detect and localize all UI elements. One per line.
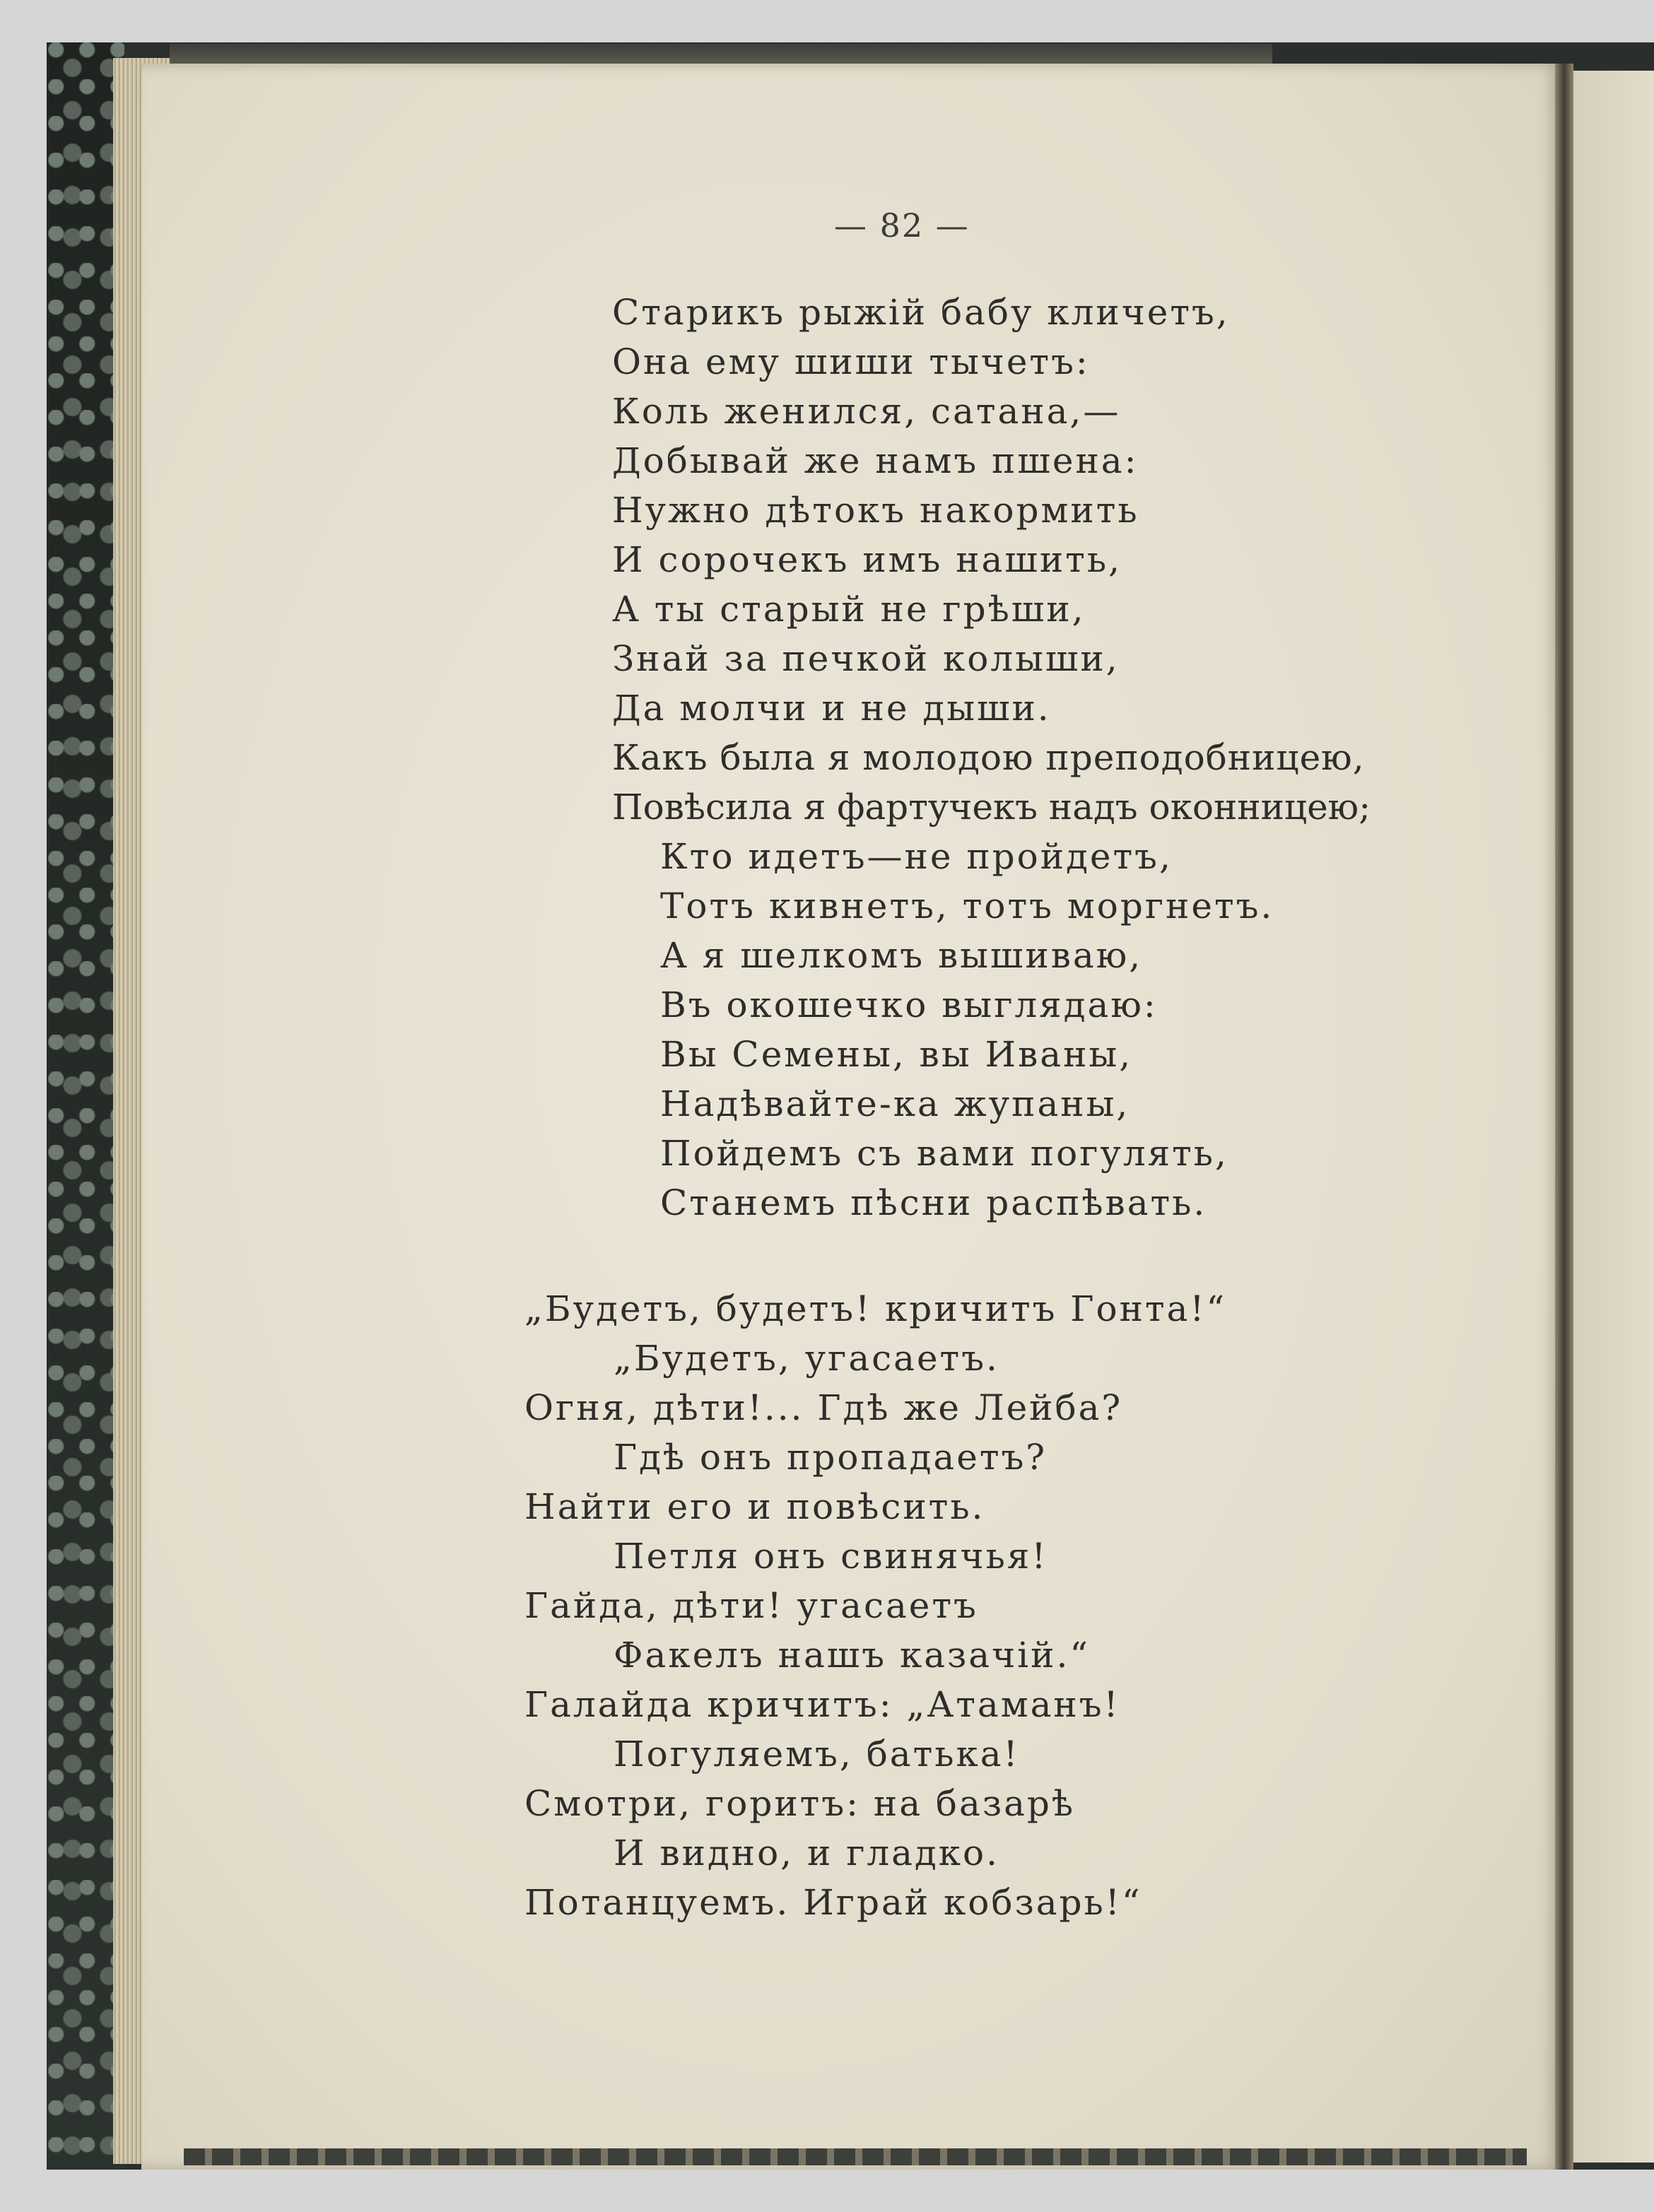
poem-line: А ты старый не грѣши, <box>612 589 1086 630</box>
poem-line-indented: Кто идетъ—не пройдетъ, <box>660 836 1173 877</box>
poem-line: Добывай же намъ пшена: <box>612 440 1139 481</box>
poem-line: Галайда кричитъ: „Атаманъ! <box>524 1684 1120 1725</box>
poem-line-indented: Тотъ кивнетъ, тотъ моргнетъ. <box>660 886 1274 926</box>
poem-line: Знай за печкой колыши, <box>612 638 1120 679</box>
page-number: — 82 — <box>834 206 970 245</box>
poem-line-indented: Пойдемъ съ вами погулять, <box>660 1133 1228 1174</box>
poem-line: И сорочекъ имъ нашить, <box>612 539 1122 580</box>
poem-line: Найти его и повѣсить. <box>524 1486 985 1527</box>
poem-line: Повѣсила я фартучекъ надъ оконницею; <box>612 787 1371 828</box>
poem-line: Она ему шиши тычетъ: <box>612 341 1090 382</box>
poem-line: Потанцуемъ. Играй кобзарь!“ <box>524 1882 1142 1923</box>
poem-line: Гайда, дѣти! угасаетъ <box>524 1585 978 1626</box>
poem-line-indented: Петля онъ свинячья! <box>614 1536 1048 1577</box>
poem-line: Коль женился, сатана,— <box>612 391 1121 432</box>
poem-line-indented: Погуляемъ, батька! <box>614 1734 1020 1775</box>
poem-line: Какъ была я молодою преподобницею, <box>612 737 1365 778</box>
poem-line-indented: Вы Семены, вы Иваны, <box>660 1034 1133 1075</box>
poem-line-indented: Гдѣ онъ пропадаетъ? <box>614 1437 1048 1478</box>
poem-line: „Будетъ, будетъ! кричитъ Гонта!“ <box>524 1288 1227 1329</box>
poem-line-indented: Станемъ пѣсни распѣвать. <box>660 1182 1207 1223</box>
poem-line: Огня, дѣти!... Гдѣ же Лейба? <box>524 1387 1123 1428</box>
poem-line: Нужно дѣтокъ накормить <box>612 490 1139 531</box>
poem-line: Да молчи и не дыши. <box>612 688 1051 729</box>
poem-line-indented: И видно, и гладко. <box>614 1832 999 1873</box>
poem-line-indented: Въ окошечко выглядаю: <box>660 984 1158 1025</box>
poem-line-indented: „Будетъ, угасаетъ. <box>614 1338 999 1379</box>
poem-line-indented: Факелъ нашъ казачій.“ <box>614 1635 1090 1676</box>
poem-line: Старикъ рыжій бабу кличетъ, <box>612 292 1230 333</box>
poem-line: Смотри, горитъ: на базарѣ <box>524 1783 1076 1824</box>
poem-line-indented: А я шелкомъ вышиваю, <box>660 935 1143 976</box>
poem-line-indented: Надѣвайте-ка жупаны, <box>660 1083 1130 1124</box>
